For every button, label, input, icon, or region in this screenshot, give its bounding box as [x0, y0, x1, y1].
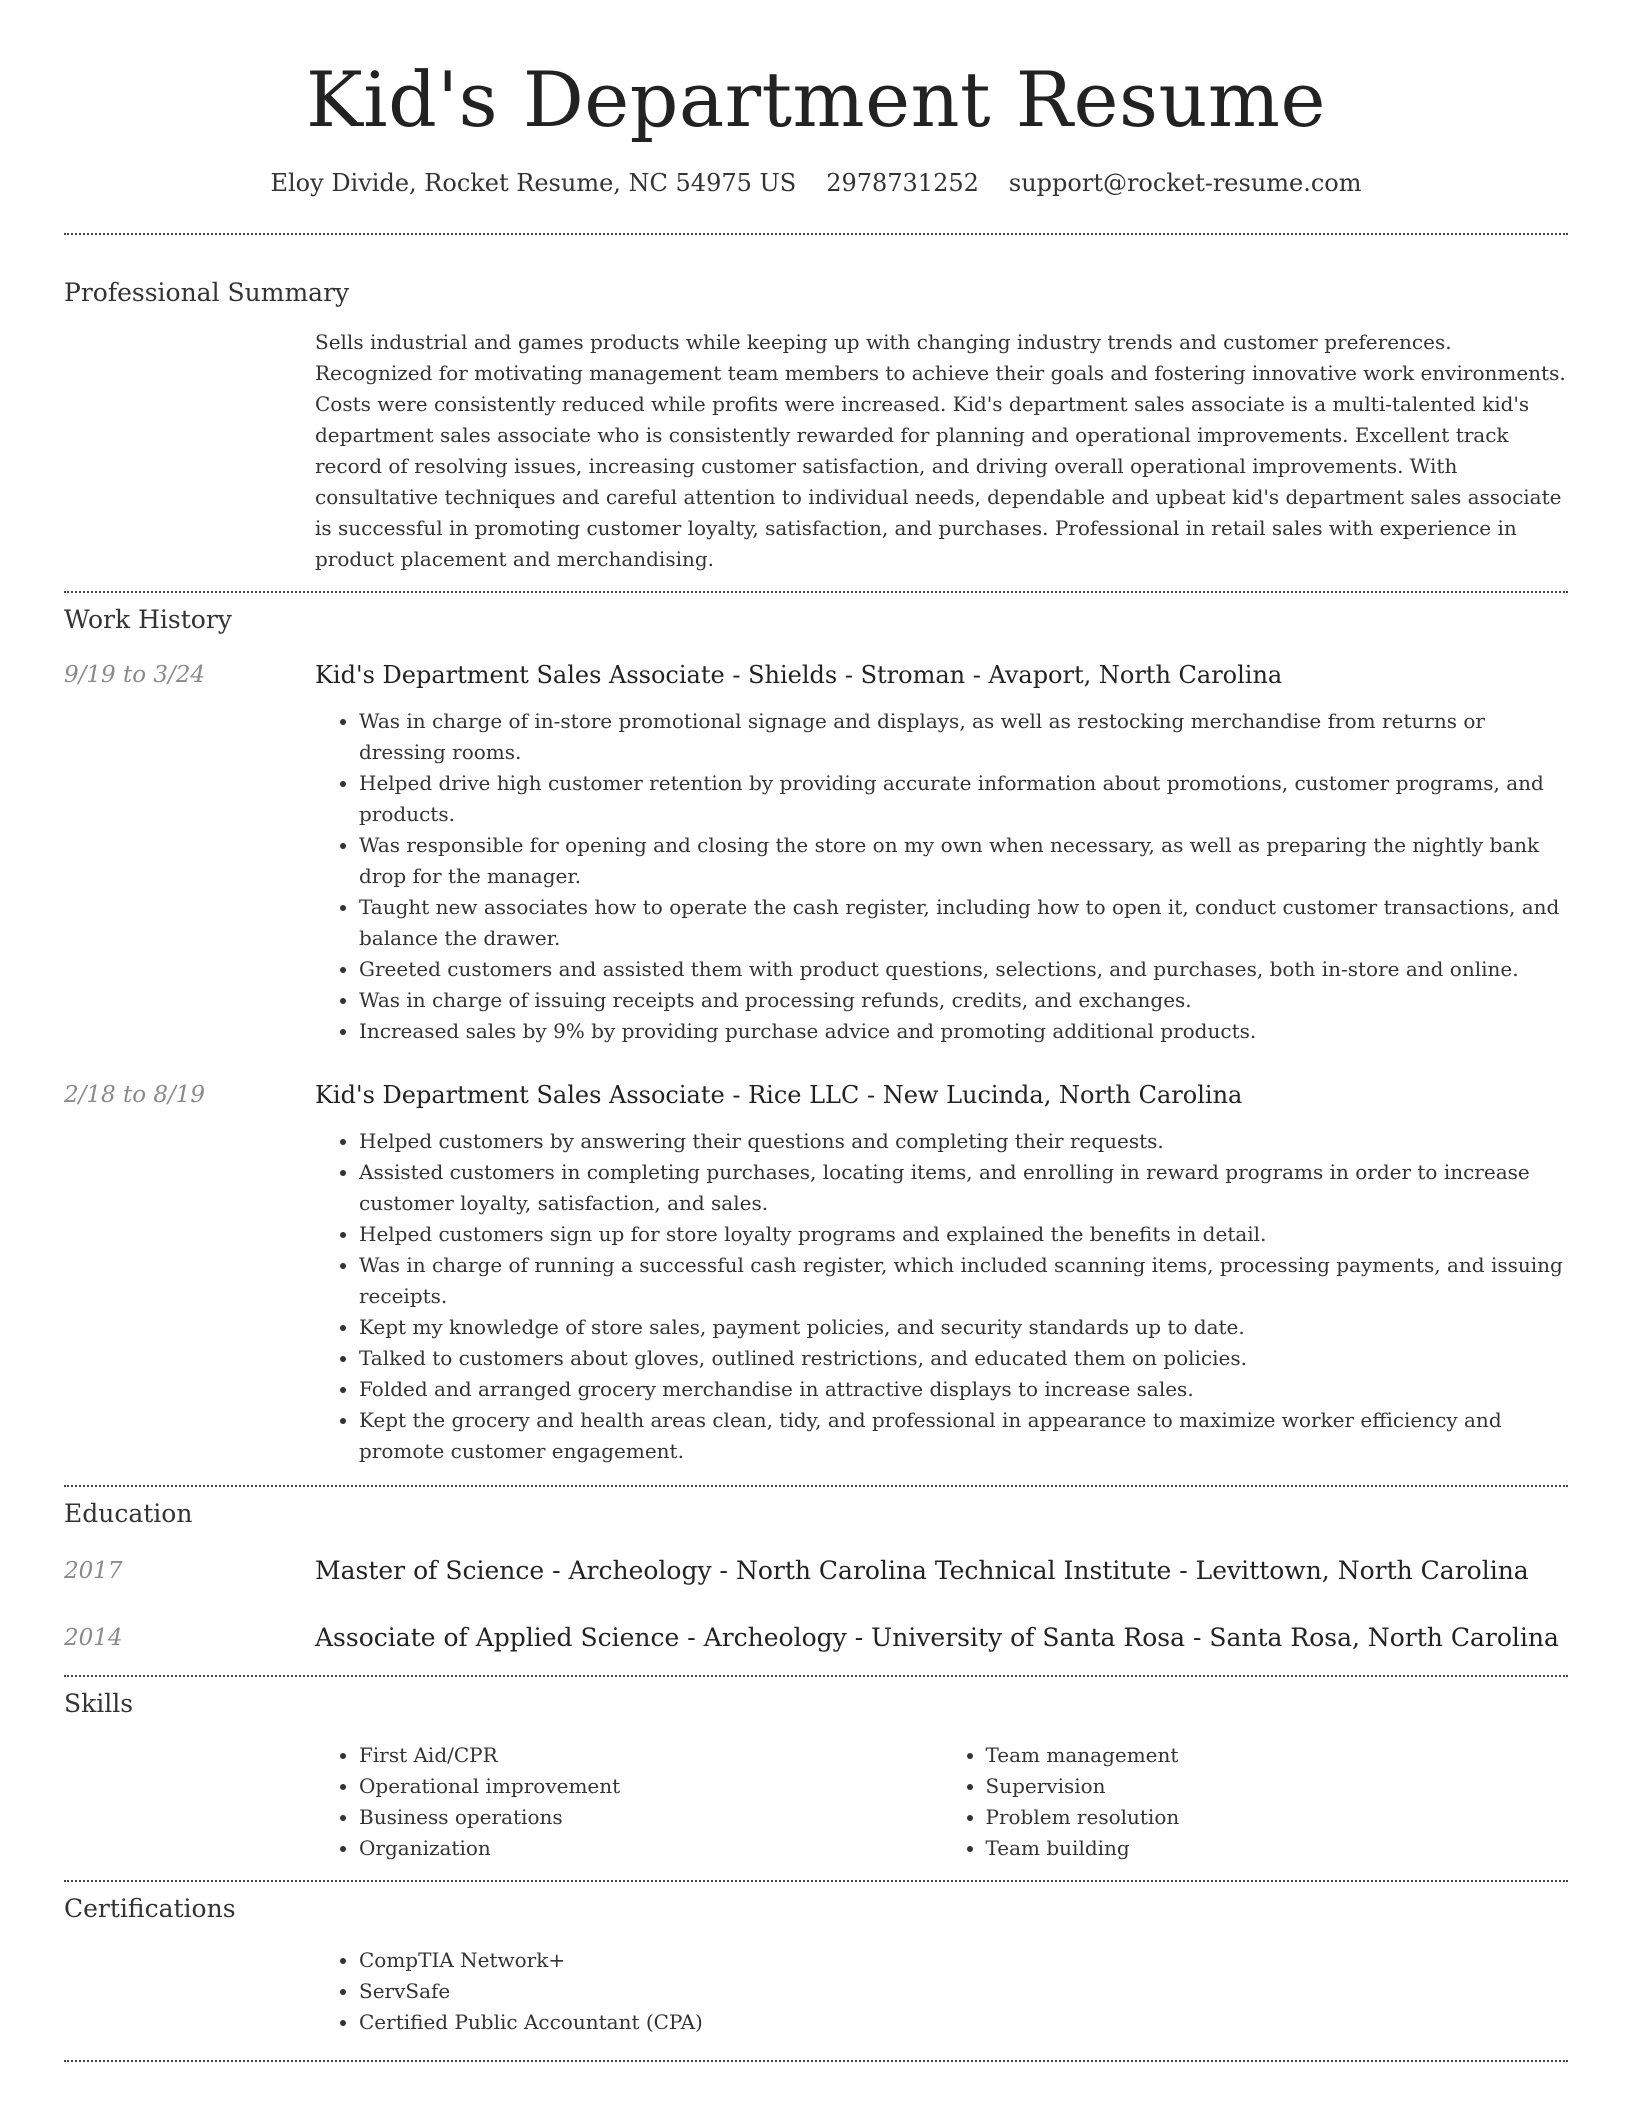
- list-item: • Business operations: [359, 1802, 942, 1833]
- work-title: Work History: [64, 605, 232, 634]
- education-year: 2017: [64, 1558, 123, 1584]
- list-item: • First Aid/CPR: [359, 1740, 942, 1771]
- list-item: • Problem resolution: [986, 1802, 1569, 1833]
- list-item: • Kept the grocery and health areas clean, tidy, and professional in appearance to maximize worker efficiency and promote customer engagement.: [359, 1405, 1568, 1467]
- list-item: • Was in charge of running a successful cash register, which included scanning items, processing payments, and issuing receipts.: [359, 1250, 1568, 1312]
- skills-list-right: [942, 1740, 1569, 1864]
- section-divider: [64, 2060, 1568, 2062]
- summary-section: [64, 275, 1568, 575]
- list-item: • Organization: [359, 1833, 942, 1864]
- education-text: Associate of Applied Science - Archeology - University of Santa Rosa - Santa Rosa, North Carolina: [315, 1623, 1559, 1652]
- section-divider: [64, 1675, 1568, 1677]
- education-year: 2014: [64, 1625, 123, 1651]
- list-item: • Helped customers by answering their questions and completing their requests.: [359, 1126, 1568, 1157]
- list-item: • Was responsible for opening and closing the store on my own when necessary, as well as preparing the nightly bank drop for the manager.: [359, 830, 1568, 892]
- list-item: • Increased sales by 9% by providing purchase advice and promoting additional products.: [359, 1016, 1568, 1047]
- section-divider: [64, 1485, 1568, 1487]
- certifications-list: [315, 1945, 1568, 2038]
- contact-phone: 2978731252: [826, 169, 979, 197]
- list-item: • Was in charge of in-store promotional signage and displays, as well as restocking merchandise from returns or dressing rooms.: [359, 706, 1568, 768]
- education-section: [64, 1496, 1568, 1655]
- education-title: Education: [64, 1499, 193, 1528]
- job-entry: [64, 658, 1568, 1047]
- list-item: • Operational improvement: [359, 1771, 942, 1802]
- list-item: • CompTIA Network+: [359, 1945, 1568, 1976]
- list-item: • Team management: [986, 1740, 1569, 1771]
- education-text: Master of Science - Archeology - North Carolina Technical Institute - Levittown, North Carolina: [315, 1556, 1529, 1585]
- list-item: • Talked to customers about gloves, outlined restrictions, and educated them on policies.: [359, 1343, 1568, 1374]
- list-item: • Helped customers sign up for store loyalty programs and explained the benefits in detail.: [359, 1219, 1568, 1250]
- section-divider: [64, 1880, 1568, 1882]
- job-heading: Kid's Department Sales Associate - Rice LLC - New Lucinda, North Carolina: [315, 1081, 1243, 1109]
- skills-section: [64, 1686, 1568, 1864]
- list-item: • Was in charge of issuing receipts and processing refunds, credits, and exchanges.: [359, 985, 1568, 1016]
- summary-title: Professional Summary: [64, 278, 350, 307]
- skills-list-left: [315, 1740, 942, 1864]
- certifications-title: Certifications: [64, 1894, 236, 1923]
- list-item: • Kept my knowledge of store sales, payment policies, and security standards up to date.: [359, 1312, 1568, 1343]
- contact-line: [64, 166, 1568, 200]
- list-item: • Helped drive high customer retention by providing accurate information about promotions, customer programs, and products.: [359, 768, 1568, 830]
- section-divider: [64, 591, 1568, 593]
- education-entry: [64, 1621, 1568, 1655]
- job-dates: 9/19 to 3/24: [64, 662, 206, 688]
- resume-title: Kid's Department Resume: [306, 55, 1326, 144]
- contact-email: support@rocket-resume.com: [1008, 169, 1362, 197]
- list-item: • Supervision: [986, 1771, 1569, 1802]
- list-item: • Folded and arranged grocery merchandise in attractive displays to increase sales.: [359, 1374, 1568, 1405]
- list-item: • Greeted customers and assisted them with product questions, selections, and purchases, both in-store and online.: [359, 954, 1568, 985]
- contact-address: Eloy Divide, Rocket Resume, NC 54975 US: [270, 169, 797, 197]
- list-item: • Certified Public Accountant (CPA): [359, 2007, 1568, 2038]
- job-bullets: [315, 1126, 1568, 1467]
- skills-title: Skills: [64, 1689, 134, 1718]
- list-item: • Team building: [986, 1833, 1569, 1864]
- summary-text: Sells industrial and games products while keeping up with changing industry trends and customer preferences. Recognized for motivating management team members to achieve their goals and fostering innovative work environments. Costs were consistently reduced while profits were increased. Kid's department sales associate is a multi-talented kid's department sales associate who is consistently rewarded for planning and operational improvements. Excellent track record of resolving issues, increasing customer satisfaction, and driving overall operational improvements. With consultative techniques and careful attention to individual needs, dependable and upbeat kid's department sales associate is successful in promoting customer loyalty, satisfaction, and purchases. Professional in retail sales with experience in product placement and merchandising.: [315, 330, 1566, 571]
- job-entry: [64, 1078, 1568, 1467]
- certifications-section: [64, 1891, 1568, 2038]
- list-item: • Assisted customers in completing purchases, locating items, and enrolling in reward programs in order to increase customer loyalty, satisfaction, and sales.: [359, 1157, 1568, 1219]
- job-bullets: [315, 706, 1568, 1047]
- list-item: • ServSafe: [359, 1976, 1568, 2007]
- education-entry: [64, 1554, 1568, 1588]
- list-item: • Taught new associates how to operate the cash register, including how to open it, conduct customer transactions, and balance the drawer.: [359, 892, 1568, 954]
- job-dates: 2/18 to 8/19: [64, 1082, 206, 1108]
- work-section: [64, 602, 1568, 1467]
- job-heading: Kid's Department Sales Associate - Shields - Stroman - Avaport, North Carolina: [315, 661, 1283, 689]
- resume-page: [64, 0, 1568, 2062]
- section-divider: [64, 233, 1568, 235]
